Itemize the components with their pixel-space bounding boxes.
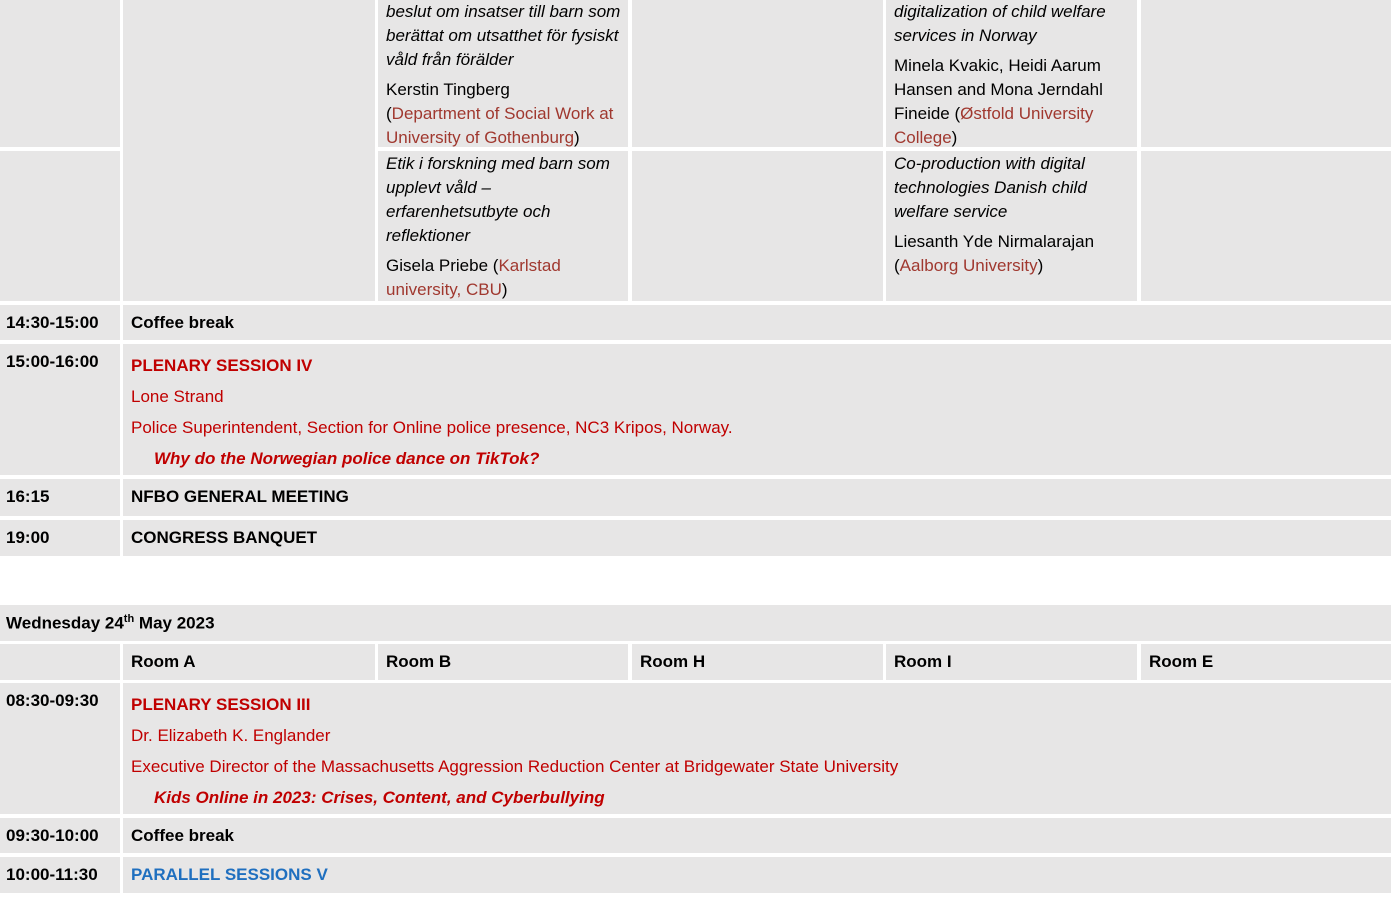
authors: Minela Kvakic, Heidi Aarum Hansen and Mona Jerndahl Fineide xyxy=(894,56,1103,123)
session-title: PLENARY SESSION III xyxy=(131,695,311,714)
abstract-authors: Kerstin Tingberg (Department of Social Work at University of Gothenburg) xyxy=(386,80,614,147)
affiliation-link[interactable]: Aalborg University xyxy=(899,256,1038,275)
authors: Gisela Priebe xyxy=(386,256,489,275)
room-a-cell xyxy=(123,147,375,301)
time-label: 08:30-09:30 xyxy=(0,683,120,814)
abstract-authors: Gisela Priebe (Karlstad university, CBU) xyxy=(386,256,561,299)
day-month: May 2023 xyxy=(134,613,215,633)
speaker-role: Police Superintendent, Section for Online police presence, NC3 Kripos, Norway. xyxy=(131,418,733,437)
time-cell-empty xyxy=(0,644,120,680)
time-cell-empty xyxy=(0,0,120,147)
congress-banquet: CONGRESS BANQUET xyxy=(123,520,1391,556)
affiliation-link[interactable]: Department of Social Work at University of Gothenburg xyxy=(386,104,614,147)
time-label: 09:30-10:00 xyxy=(0,818,120,853)
abstract-authors: Minela Kvakic, Heidi Aarum Hansen and Mona Jerndahl Fineide (Østfold University College) xyxy=(894,56,1103,147)
plenary-session-cell xyxy=(123,344,1391,475)
time-label: 16:15 xyxy=(0,479,120,516)
coffee-break: Coffee break xyxy=(123,305,1391,340)
authors: Kerstin Tingberg xyxy=(386,80,510,99)
abstract-authors: Liesanth Yde Nirmalarajan (Aalborg University) xyxy=(894,232,1095,275)
affiliation-link[interactable]: Østfold University College xyxy=(894,104,1094,147)
abstract-title: Co-production with digital technologies Danish child welfare service xyxy=(894,154,1087,221)
room-e-cell xyxy=(1141,151,1391,301)
speaker-name: Dr. Elizabeth K. Englander xyxy=(131,726,331,745)
room-header: Room B xyxy=(378,644,628,680)
parallel-sessions-title: PARALLEL SESSIONS V xyxy=(123,857,1391,893)
room-header: Room I xyxy=(886,644,1137,680)
affiliation-link[interactable]: Karlstad university, CBU xyxy=(386,256,561,299)
time-label: 15:00-16:00 xyxy=(0,344,120,475)
time-label: 10:00-11:30 xyxy=(0,857,120,893)
room-header: Room H xyxy=(632,644,883,680)
talk-title: Kids Online in 2023: Crises, Content, and Cyberbullying xyxy=(154,788,605,807)
abstract-cell xyxy=(378,151,628,301)
speaker-name: Lone Strand xyxy=(131,387,224,406)
time-label: 14:30-15:00 xyxy=(0,305,120,340)
time-label: 19:00 xyxy=(0,520,120,556)
plenary-session-cell xyxy=(123,683,1391,814)
talk-title: Why do the Norwegian police dance on TikTok? xyxy=(154,449,540,468)
day-header xyxy=(0,605,1391,641)
room-header: Room A xyxy=(123,644,375,680)
abstract-title: digitalization of child welfare services in Norway xyxy=(894,2,1106,45)
room-h-cell xyxy=(632,0,883,147)
room-header: Room E xyxy=(1141,644,1391,680)
speaker-role: Executive Director of the Massachusetts Aggression Reduction Center at Bridgewater State University xyxy=(131,757,899,776)
abstract-cell xyxy=(886,151,1137,301)
abstract-cell xyxy=(378,0,628,147)
day-name: Wednesday 24 xyxy=(6,613,124,633)
abstract-title: Etik i forskning med barn som upplevt våld – erfarenhetsutbyte och reflektioner xyxy=(386,154,610,245)
abstract-title: beslut om insatser till barn som berättat om utsatthet för fysiskt våld från förälder xyxy=(386,2,621,69)
abstract-cell xyxy=(886,0,1137,147)
coffee-break: Coffee break xyxy=(123,818,1391,853)
room-h-cell xyxy=(632,151,883,301)
room-a-cell xyxy=(123,0,375,147)
day-ordinal: th xyxy=(123,613,135,625)
session-title: PLENARY SESSION IV xyxy=(131,356,313,375)
authors: Liesanth Yde Nirmalarajan xyxy=(894,232,1095,251)
general-meeting: NFBO GENERAL MEETING xyxy=(123,479,1391,516)
room-e-cell xyxy=(1141,0,1391,147)
time-cell-empty xyxy=(0,151,120,301)
